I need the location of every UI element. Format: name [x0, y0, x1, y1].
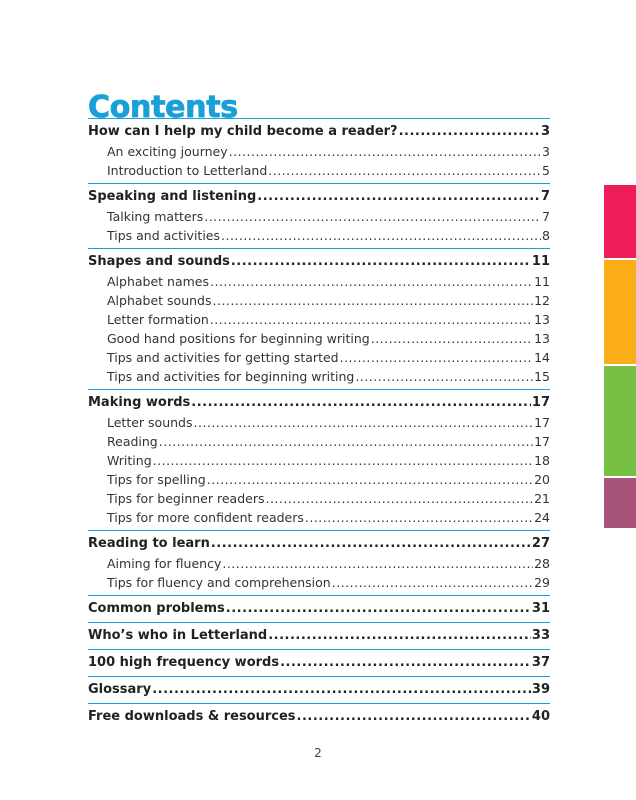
toc-section-title: How can I help my child become a reader? — [88, 124, 398, 139]
toc-subentry-page: 20 — [534, 472, 550, 487]
toc-section-title: Free downloads & resources — [88, 709, 296, 724]
dot-leader — [159, 432, 533, 451]
toc-section-page: 33 — [531, 628, 550, 643]
toc-subentry-title: Writing — [107, 453, 152, 468]
dot-leader — [355, 367, 533, 386]
toc-subentry[interactable] — [88, 573, 550, 592]
toc-subentry-title: Tips for more confident readers — [107, 510, 304, 525]
dot-leader — [268, 161, 541, 180]
dot-leader — [194, 413, 534, 432]
toc-section-entry[interactable] — [88, 599, 550, 619]
toc-section — [88, 530, 550, 592]
toc-subentry-page: 15 — [534, 369, 550, 384]
toc-section-title: Glossary — [88, 682, 152, 697]
toc-section — [88, 676, 550, 700]
dot-leader — [210, 272, 533, 291]
toc-subentry-title: Reading — [107, 434, 158, 449]
toc-subentry-page: 18 — [534, 453, 550, 468]
toc-subentry[interactable] — [88, 272, 550, 291]
toc-subentry-page: 24 — [534, 510, 550, 525]
toc-subentry[interactable] — [88, 142, 550, 161]
toc-section-entry[interactable] — [88, 626, 550, 646]
toc-subentry[interactable] — [88, 348, 550, 367]
toc-subentry-title: Introduction to Letterland — [107, 163, 268, 178]
toc-section-title: Who’s who in Letterland — [88, 628, 268, 643]
toc-subentry-title: Tips for beginner readers — [107, 491, 265, 506]
toc-subentry[interactable] — [88, 207, 550, 226]
toc-section-title: Making words — [88, 395, 191, 410]
toc-subentry-title: Letter sounds — [107, 415, 193, 430]
toc-section-entry[interactable] — [88, 393, 550, 413]
toc-subentry-title: Talking matters — [107, 209, 204, 224]
toc-subentry-page: 21 — [534, 491, 550, 506]
toc-section — [88, 389, 550, 527]
color-tab-green — [604, 366, 636, 476]
dot-leader — [210, 310, 533, 329]
toc-subentry-title: Tips and activities for getting started — [107, 350, 339, 365]
toc-subentry-page: 7 — [542, 209, 550, 224]
dot-leader — [211, 534, 531, 554]
dot-leader — [226, 599, 531, 619]
toc-subentry-page: 12 — [534, 293, 550, 308]
toc-subentry[interactable] — [88, 291, 550, 310]
toc-section-entry[interactable] — [88, 252, 550, 272]
toc-section-entry[interactable] — [88, 122, 550, 142]
toc-subentry-page: 17 — [534, 415, 550, 430]
toc-subentry[interactable] — [88, 432, 550, 451]
dot-leader — [221, 226, 541, 245]
dot-leader — [371, 329, 533, 348]
toc-subentry-page: 13 — [534, 331, 550, 346]
color-tab-pink — [604, 185, 636, 258]
dot-leader — [305, 508, 533, 527]
toc-subentry[interactable] — [88, 470, 550, 489]
toc-subentry[interactable] — [88, 226, 550, 245]
toc-section-page: 11 — [531, 254, 550, 269]
toc-subentry-page: 5 — [542, 163, 550, 178]
toc-section-page: 17 — [531, 395, 550, 410]
dot-leader — [340, 348, 534, 367]
toc-subentry-page: 14 — [534, 350, 550, 365]
toc-subentry-title: Tips and activities — [107, 228, 220, 243]
toc-section-page: 40 — [531, 709, 550, 724]
toc-subentry[interactable] — [88, 554, 550, 573]
toc-subentry[interactable] — [88, 367, 550, 386]
toc-subentry[interactable] — [88, 329, 550, 348]
page-number: 2 — [314, 746, 322, 760]
toc-subentry-page: 29 — [534, 575, 550, 590]
toc-subentry-title: An exciting journey — [107, 144, 228, 159]
toc-subentry-page: 3 — [542, 144, 550, 159]
toc-section-title: 100 high frequency words — [88, 655, 280, 670]
toc-section-title: Common problems — [88, 601, 225, 616]
dot-leader — [229, 142, 541, 161]
toc-section — [88, 118, 550, 180]
toc-subentry-title: Aiming for fluency — [107, 556, 222, 571]
toc-section-entry[interactable] — [88, 653, 550, 673]
toc-subentry-title: Alphabet names — [107, 274, 210, 289]
toc-subentry-page: 13 — [534, 312, 550, 327]
dot-leader — [213, 291, 534, 310]
toc-subentry[interactable] — [88, 310, 550, 329]
toc-section-title: Reading to learn — [88, 536, 210, 551]
toc-section-page: 37 — [531, 655, 550, 670]
toc-subentry-title: Alphabet sounds — [107, 293, 212, 308]
toc-section-title: Speaking and listening — [88, 189, 257, 204]
toc-section-entry[interactable] — [88, 187, 550, 207]
toc-section-title: Shapes and sounds — [88, 254, 230, 269]
toc-subentry[interactable] — [88, 161, 550, 180]
toc-section-entry[interactable] — [88, 534, 550, 554]
dot-leader — [152, 680, 531, 700]
toc-section-entry[interactable] — [88, 707, 550, 727]
dot-leader — [231, 252, 531, 272]
toc-section — [88, 183, 550, 245]
toc-subentry[interactable] — [88, 489, 550, 508]
toc-section — [88, 622, 550, 646]
dot-leader — [204, 207, 541, 226]
table-of-contents — [88, 118, 550, 729]
dot-leader — [222, 554, 533, 573]
toc-section — [88, 649, 550, 673]
toc-subentry-page: 8 — [542, 228, 550, 243]
dot-leader — [399, 122, 540, 142]
toc-subentry-title: Tips for fluency and comprehension — [107, 575, 331, 590]
dot-leader — [268, 626, 531, 646]
toc-section-page: 7 — [540, 189, 550, 204]
dot-leader — [191, 393, 531, 413]
dot-leader — [257, 187, 540, 207]
color-tab-mauve — [604, 478, 636, 528]
toc-subentry-title: Tips and activities for beginning writing — [107, 369, 355, 384]
dot-leader — [265, 489, 533, 508]
dot-leader — [280, 653, 531, 673]
toc-section-page: 39 — [531, 682, 550, 697]
toc-section-page: 31 — [531, 601, 550, 616]
toc-subentry[interactable] — [88, 508, 550, 527]
toc-subentry-page: 28 — [534, 556, 550, 571]
toc-subentry-title: Letter formation — [107, 312, 209, 327]
dot-leader — [297, 707, 531, 727]
color-tab-orange — [604, 260, 636, 364]
toc-subentry-title: Tips for spelling — [107, 472, 206, 487]
toc-subentry-page: 17 — [534, 434, 550, 449]
toc-subentry[interactable] — [88, 451, 550, 470]
toc-section-page: 3 — [540, 124, 550, 139]
toc-section-entry[interactable] — [88, 680, 550, 700]
toc-section — [88, 703, 550, 727]
toc-section-page: 27 — [531, 536, 550, 551]
page-title: Contents — [88, 90, 238, 126]
dot-leader — [153, 451, 533, 470]
dot-leader — [332, 573, 533, 592]
toc-section — [88, 248, 550, 386]
toc-subentry-page: 11 — [534, 274, 550, 289]
toc-subentry-title: Good hand positions for beginning writing — [107, 331, 370, 346]
toc-section — [88, 595, 550, 619]
toc-subentry[interactable] — [88, 413, 550, 432]
dot-leader — [207, 470, 533, 489]
